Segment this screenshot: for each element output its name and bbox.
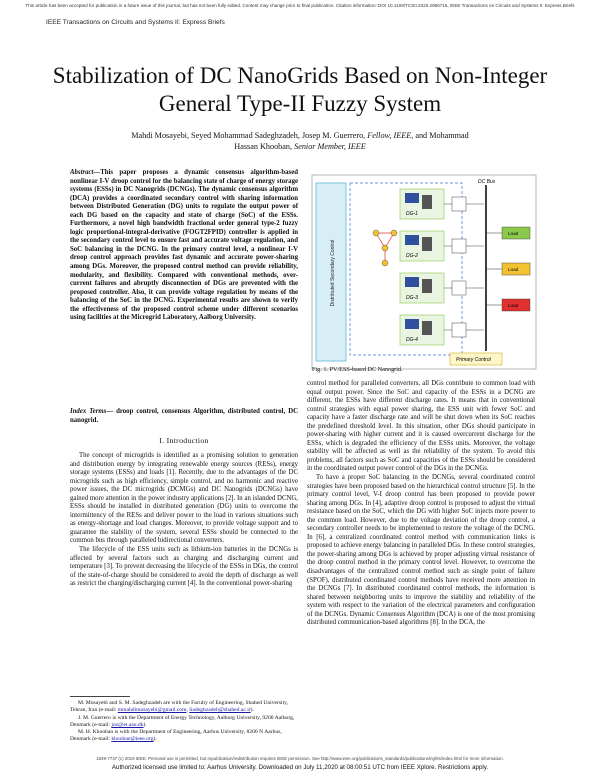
introduction-body [70, 452, 298, 589]
secondary-control-label: Distributed Secondary Control [330, 239, 336, 307]
footnote-1 [70, 700, 298, 715]
load-2-label: Load [508, 267, 519, 272]
footnote-3-end: ). [153, 736, 157, 743]
right-paragraph-2: To have a proper SoC balancing in the DCNGs, several coordinated control strategies have been proposed based on the hierarchical control structure [5]. In the primary control level, V-I droop control has been proposed to provide power sharing among DGs. In [4], adaptive droop control is proposed to adjust the virtual resistance based on the SoC, which the DG with higher SoC injects more power to the common load. However, due to the voltage deviation of the droop control, a secondary controller needs to be implemented to restore the voltage of the DCNG. In [6], a centralized coordinated control method with communication links is proposed to achieve energy balancing in paralleled DGs. In these control strategies, the power-sharing among DGs is achieved by proper adjusting virtual resistance of the droop control method in the primary control level. However, to overcome the disadvantages of the centralized control method such as single point of failure (SPOF), distributed coordinated control methods have received more attention in the DCNGs [7]. In distributed coordinated control methods, the information is shared between neighboring units to improve the stability and reliability of the system with respect to the variation of the electrical parameters and configuration of the DCNGs. Dynamic Consensus Algorithm (DCA) is one of the most promising distributed communication-based algorithms [8]. In the DCA, the [307, 474, 535, 627]
load-3-label: Load [508, 303, 519, 308]
right-column-body [307, 380, 535, 628]
author-senior: Senior Member, IEEE [294, 142, 366, 151]
acceptance-notice: This article has been accepted for publication in a future issue of this journal, but has not been fully edited. Content may change prior to final publication. Citation information: DOI 10.1109/TCSII.2020.2966715, IEEE Transactions on Circuits and Systems II: Express Briefs [25, 3, 575, 8]
section-heading: I. Introduction [159, 436, 209, 445]
footnotes [70, 700, 298, 744]
footnote-2 [70, 715, 298, 730]
abstract [70, 169, 298, 323]
footnote-2-text: J. M. Guerrero is with the Department of Energy Technology, Aalborg University, 9200 Aalborg, Denmark (e-mail: [70, 714, 295, 728]
abstract-lead: Abstract [70, 169, 94, 176]
author-block [60, 130, 540, 152]
footnote-divider [70, 696, 130, 697]
abstract-text: —This paper proposes a dynamic consensus algorithm-based nonlinear I-V droop control for the balancing state of charge of energy storage systems (ESSs) in DC Nanogrids (DCNGs). The dynamic consensus algorithm (DCA) provides a coordinated secondary control with sharing information between Distributed Generation (DG) units to regulate the output power of each DG based on the capacity and state of charge (SoC) of the ESSs. Furthermore, a novel high bandwidth fractional order general type-2 fuzzy logic proportional-integral-derivative (FOGT2FPID) controller is applied in the secondary control level to ensure fast and accurate voltage regulation, and SoC balancing in the DCNG. In the primary control level, a nonlinear I-V droop control approach provides fast dynamic and accurate power-sharing among DGs. Moreover, the proposed control method can provide reliability, modularity, and flexibility. Compared with conventional methods, over-current failures and abruptly disconnection of DGs are prevented with the proposed controller. Also, it can provide voltage regulation by means of the balancing of the SoC in the DCNG. Experimental results are shown to verify the effectiveness of the proposed control scheme under different scenarios using facilities at the Microgrid Laboratory, Aalborg University. [70, 169, 298, 322]
footnote-1-sep: , [186, 707, 190, 714]
dg-1-label: DG-1 [406, 211, 418, 217]
footnote-1-text: M. Mosayebi and S. M. Sadeghzadeh are with the Faculty of Engineering, Shahed University, Tehran, Iran (e-mail: [70, 700, 288, 714]
email-link-3[interactable]: joz@et.aau.dk [111, 721, 144, 728]
index-terms-text: — droop control, consensus Algorithm, distributed control, DC nanogrid. [70, 408, 299, 424]
email-link-1[interactable]: mmahdimosayebi@gmail.com [117, 707, 187, 714]
dg-unit-1 [400, 189, 444, 219]
right-paragraph-1: control method for paralleled converters, all DGs contribute to common load with equal output power. Since the SoC and capacity of the ESSs in a DCNG are different, the ESSs have different discharge rates. It means that in conventional control strategies with equal power sharing, the ESS unit with fewer SoC and capacity have a faster discharge rate and will be shut down when its SoC reaches the predefined threshold level. In this situation, other DGs should participate in power-sharing with higher current and it is caused overcurrent discharge for the ESSs, which is degraded the efficiency of the ESSs units. Moreover, the voltage stability will be affected as well as the reliability of the system. To avoid this problems, all factors such as SoC and capacities of the ESSs should be considered in the coordinated output power control of the DGs in the DCNGs. [307, 380, 535, 473]
intro-paragraph-1: The concept of microgrids is identified as a promising solution to generation and distribution energy by integrating renewable energy sources (RESs), energy storage systems (ESSs) and loads [1]. Recently, due to the advantages of the DC microgrids such as high efficiency, simple control, and no harmonic and reactive power issues, the DC microgrids (DCMGs) and DC Nanogrids (DCNGs) have gained more attention in the power industry applications [2]. In an islanded DCNG, ESSs should be installed in distributed generation (DG) units to overcome the intermittency of the RESs and deliver power to the load in various situations such as energy-shortage and load changes. Moreover, to provide voltage support and to guarantee the stability of the system, several ESSs should be connected to the common bus through paralleled bidirectional converters. [70, 452, 298, 545]
load-1-label: Load [508, 231, 519, 236]
email-link-2[interactable]: Sadeghzadeh@shahed.ac.ir [189, 707, 251, 714]
footnote-2-end: ). [143, 721, 147, 728]
footnote-1-end: ). [250, 707, 254, 714]
dg-unit-3 [400, 273, 444, 303]
dg-4-label: DG-4 [406, 337, 418, 343]
author-fellow: Fellow, IEEE [367, 131, 412, 140]
dg-unit-4 [400, 315, 444, 345]
dg-unit-2 [400, 231, 444, 261]
index-terms-lead: Index Terms [70, 408, 107, 415]
footnote-3 [70, 729, 298, 744]
primary-control-label: Primary Control [456, 357, 491, 363]
dg-2-label: DG-2 [406, 253, 418, 259]
paper-title: Stabilization of DC NanoGrids Based on Non-Integer General Type-II Fuzzy System [52, 63, 548, 116]
authors-and: , and Mohammad [411, 131, 469, 140]
footnote-3-text: M. H. Khooban is with the Department of Engineering, Aarhus University, 8200 N Aarhus, Denmark (e-mail: [70, 729, 282, 743]
authors-line1: Mahdi Mosayebi, Seyed Mohammad Sadeghzadeh, Josep M. Guerrero, [131, 131, 368, 140]
journal-name: IEEE Transactions on Circuits and Systems II: Express Briefs [46, 19, 225, 26]
figure-caption: Fig. 1. PV/ESS-based DC Nanogrid. [312, 366, 403, 373]
dc-bus-label: DC Bus [478, 179, 496, 185]
nanogrid-figure [310, 173, 538, 371]
dg-3-label: DG-3 [406, 295, 418, 301]
email-link-4[interactable]: khooban@ieee.org [111, 736, 154, 743]
index-terms [70, 408, 298, 425]
copyright-line: 1549-7747 (c) 2019 IEEE. Personal use is permitted, but republication/redistribution requires IEEE permission. See http://www.ieee.org/publications_standards/publications/rights/index.html for more information. [96, 756, 504, 761]
authors-line2: Hassan Khooban, [234, 142, 295, 151]
license-line: Authorized licensed use limited to: Aarhus University. Downloaded on July 11,2020 at 08:00:51 UTC from IEEE Xplore. Restrictions apply. [111, 764, 489, 771]
intro-paragraph-2: The lifecycle of the ESS units such as lithium-ion batteries in the DCNGs is affected by several factors such as charging and discharging current and temperature [3]. To prevent decreasing the lifecycle of the ESSs in DGs, the control of the state-of-charge should be considered to avoid the depth of discharge as well as restrict the charging/discharging current [4]. In the conventional power-sharing [70, 546, 298, 588]
